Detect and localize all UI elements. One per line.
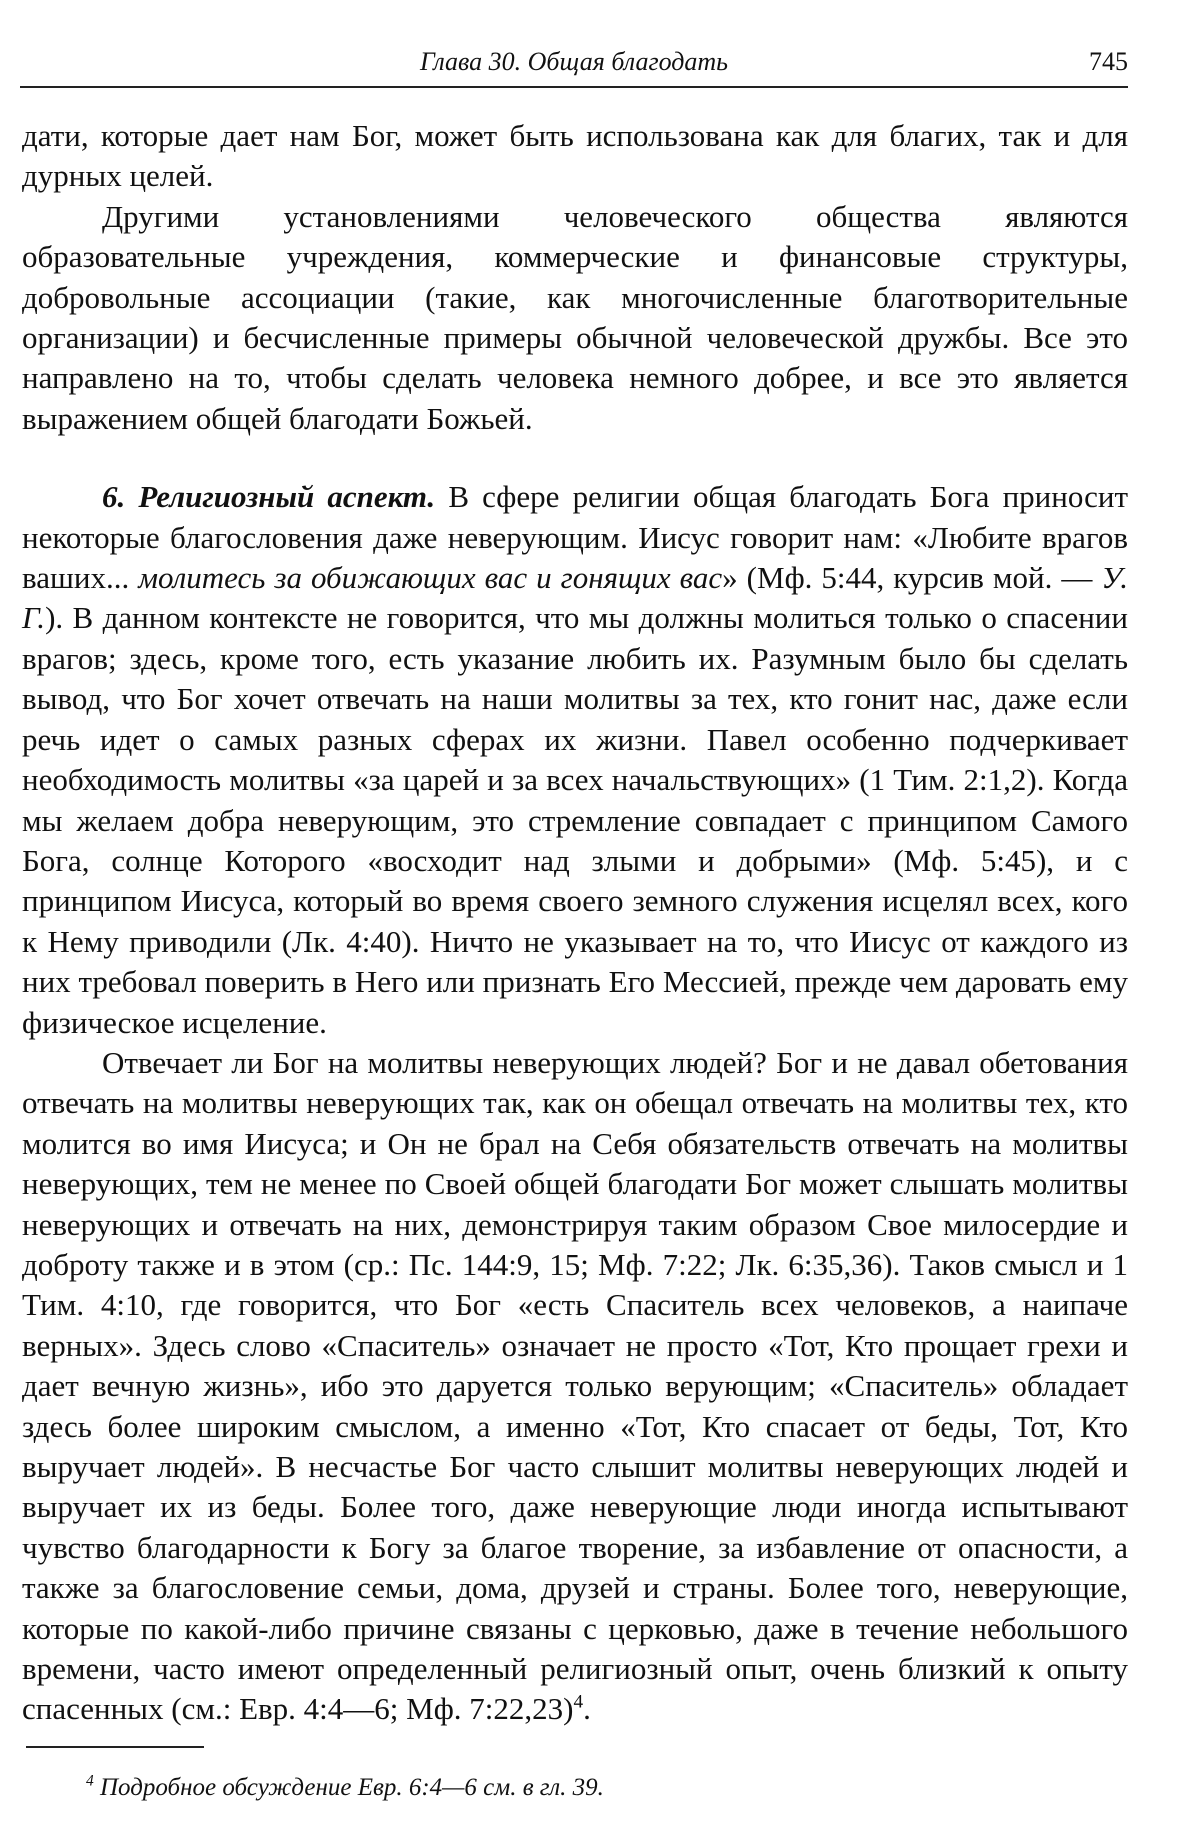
body-text [22, 116, 1128, 1730]
footnote-marker: 4 [86, 1772, 94, 1790]
footnote-separator [26, 1746, 204, 1748]
text-run: » (Мф. 5:44, курсив мой. — [722, 560, 1102, 596]
page-number: 745 [1089, 47, 1128, 76]
running-header [20, 44, 1128, 88]
text-run: ). В данном контексте не говорится, что мы должны молиться только о спасении врагов; здесь, кроме того, есть указание любить их. Разумным было бы сделать вывод, что Бог хочет отвечать на наши молитвы за тех, кто гонит нас, даже если речь идет о самых разных сферах их жизни. Павел особенно подчеркивает необходимость молитвы «за царей и за всех начальствующих» (1 Тим. 2:1,2). Когда мы желаем добра неверующим, это стремление совпадает с принципом Самого Бога, солнце Которого «восходит над злыми и добрыми» (Мф. 5:45), и с принципом Иисуса, который во время своего земного служения исцелял всех, кого к Нему приводили (Лк. 4:40). Ничто не указывает на то, что Иисус от каждого из них требовал поверить в Него или признать Его Мессией, прежде чем даровать ему физическое исцеление. [22, 600, 1128, 1040]
author-initials: У. Г. [22, 560, 1129, 636]
text-run: В сфере религии общая благодать Бога приносит некоторые благословения даже неверующим. Иисус говорит нам: «Любите врагов ваших... [22, 479, 1129, 596]
footnote [86, 1772, 604, 1804]
italic-quote: молитесь за обижающих вас и гонящих вас [138, 560, 723, 596]
text-run: . [583, 1691, 591, 1727]
text-run: Отвечает ли Бог на молитвы неверующих людей? Бог и не давал обетования отвечать на молитвы неверующих так, как он обещал отвечать на молитвы тех, кто молится во имя Иисуса; и Он не брал на Себя обязательств отвечать на молитвы неверующих, тем не менее по Своей общей благодати Бог может слышать молитвы неверующих и отвечать на них, демонстрируя таким образом Свое милосердие и доброту также и в этом (ср.: Пс. 144:9, 15; Мф. 7:22; Лк. 6:35,36). Таков смысл и 1 Тим. 4:10, где говорится, что Бог «есть Спаситель всех человеков, а наипаче верных». Здесь слово «Спаситель» означает не просто «Тот, Кто прощает грехи и дает вечную жизнь», ибо это даруется только верующим; «Спаситель» обладает здесь более широким смыслом, а именно «Тот, Кто спасает от беды, Тот, Кто выручает людей». В несчастье Бог часто слышит молитвы неверующих людей и выручает их из беды. Более того, даже неверующие люди иногда испытывают чувство благодарности к Богу за благое творение, за избавление от опасности, а также за благословение семьи, дома, друзей и страны. Более того, неверующие, которые по какой-либо причине связаны с церковью, даже в течение небольшого времени, часто имеют определенный религиозный опыт, очень близкий к опыту спасенных (см.: Евр. 4:4—6; Мф. 7:22,23) [22, 1044, 1128, 1727]
paragraph-prayers-of-unbelievers [22, 1043, 1128, 1730]
paragraph-religious-aspect [22, 477, 1128, 1043]
footnote-text: Подробное обсуждение Евр. 6:4—6 см. в гл. 39. [93, 1774, 604, 1801]
footnote-reference[interactable]: 4 [573, 1692, 584, 1714]
paragraph-social-institutions: Другими установлениями человеческого общества являются образовательные учреждения, коммерческие и финансовые структуры, добровольные ассоциации (такие, как многочисленные благотворительные организации) и бесчисленные примеры обычной человеческой дружбы. Все это направлено на то, чтобы сделать человека немного добрее, и все это является выражением общей благодати Божьей. [22, 198, 1128, 436]
section-heading: 6. Религиозный аспект. [102, 479, 436, 515]
running-title: Глава 30. Общая благодать [419, 47, 729, 76]
paragraph-continuation: дати, которые дает нам Бог, может быть использована как для благих, так и для дурных целей. [22, 118, 1128, 194]
